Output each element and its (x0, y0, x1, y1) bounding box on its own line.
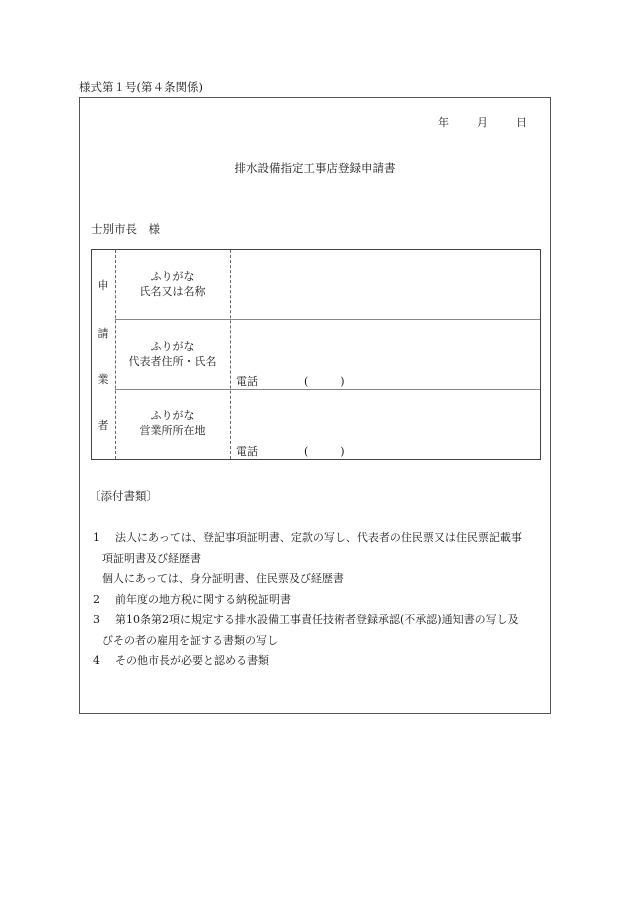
row-divider-1 (115, 319, 540, 320)
attachment-item-3: 3 第10条第2項に規定する排水設備工事責任技術者登録承認(不承認)通知書の写し及 (93, 613, 519, 626)
attachment-item-4: 4 その他市長が必要と認める書類 (93, 654, 269, 667)
applicant-char-3: 業 (97, 373, 109, 386)
office-phone-open: ( (304, 445, 309, 458)
office-phone-close: ) (340, 445, 345, 458)
date-day-label: 日 (516, 116, 527, 129)
representative-phone-close: ) (340, 375, 345, 388)
representative-phone-line (236, 373, 345, 389)
addressee: 士別市長 様 (91, 222, 160, 236)
attachment-item-2: 2 前年度の地方税に関する納税証明書 (93, 592, 291, 606)
applicant-table (91, 249, 541, 460)
form-title: 排水設備指定工事店登録申請書 (234, 161, 396, 175)
office-phone-label: 電話 (236, 445, 258, 458)
row-office-furigana: ふりがな (150, 409, 195, 422)
representative-phone-label: 電話 (236, 375, 258, 388)
attachment-item-1-cont: 項証明書及び経歴書 (102, 551, 201, 565)
row-name-text: 氏名又は名称 (139, 285, 206, 298)
date-month-label: 月 (477, 116, 488, 129)
row-representative-label (116, 339, 229, 369)
row-name-label (116, 269, 229, 299)
applicant-char-2: 請 (97, 327, 109, 340)
application-form-frame (79, 97, 551, 714)
row-representative-text: 代表者住所・氏名 (128, 355, 217, 368)
row-name-furigana: ふりがな (150, 270, 195, 283)
attachment-item-1: 1 法人にあっては、登記事項証明書、定款の写し、代表者の住民票又は住民票記載事 (93, 531, 522, 544)
attachments-list (93, 528, 548, 672)
date-year-label: 年 (438, 116, 449, 129)
row-office-label (116, 408, 229, 438)
row-representative-furigana: ふりがな (150, 340, 195, 353)
applicant-char-1: 申 (97, 279, 109, 292)
attachment-item-1-individual: 個人にあっては、身分証明書、住民票及び経歴書 (102, 572, 344, 585)
form-number-label: 様式第１号(第４条関係) (79, 80, 203, 94)
representative-phone-open: ( (304, 375, 309, 388)
applicant-char-4: 者 (97, 419, 109, 432)
label-column-divider (230, 250, 231, 459)
row-office-text: 営業所所在地 (139, 424, 206, 437)
office-phone-line (236, 443, 345, 459)
row-divider-2 (115, 389, 540, 390)
attachments-heading: 〔添付書類〕 (89, 489, 158, 503)
date-line (438, 114, 527, 130)
attachment-item-3-cont: びその者の雇用を証する書類の写し (102, 633, 278, 647)
